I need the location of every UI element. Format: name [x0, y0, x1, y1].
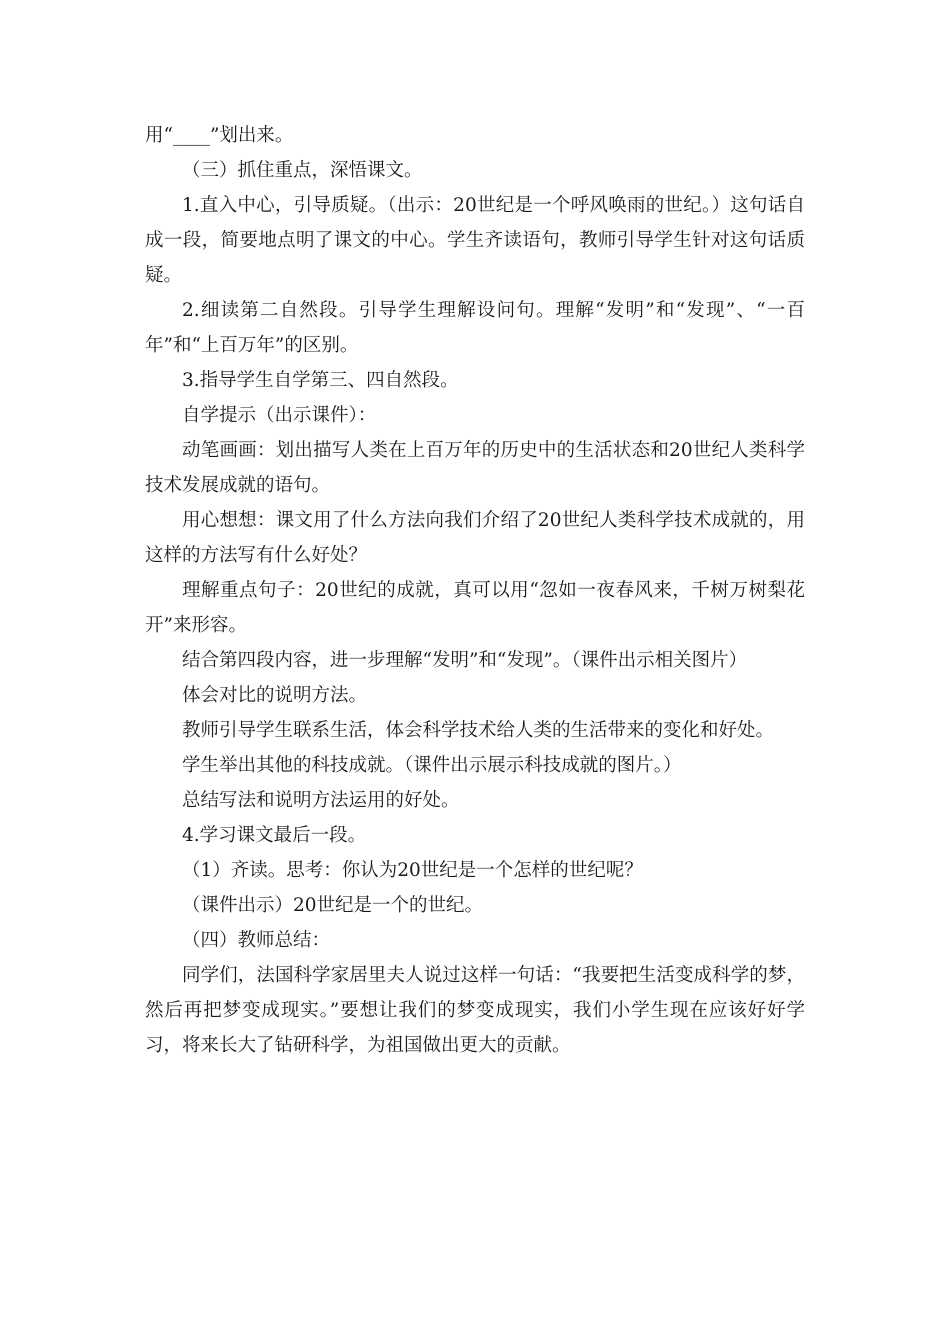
- paragraph: 动笔画画：划出描写人类在上百万年的历史中的生活状态和20世纪人类科学技术发展成就的语句。: [145, 440, 805, 496]
- paragraph: 结合第四段内容，进一步理解“发明”和“发现”。（课件出示相关图片）: [182, 650, 748, 671]
- paragraph: 3.指导学生自学第三、四自然段。: [182, 370, 459, 391]
- document-body: [145, 118, 805, 1063]
- paragraph: 同学们，法国科学家居里夫人说过这样一句话：“我要把生活变成科学的梦，然后再把梦变成现实。”要想让我们的梦变成现实，我们小学生现在应该好好学习，将来长大了钻研科学，为祖国做出更大的贡献。: [145, 965, 805, 1056]
- paragraph: 1.直入中心，引导质疑。（出示：20世纪是一个呼风唤雨的世纪。）这句话自成一段，简要地点明了课文的中心。学生齐读语句，教师引导学生针对这句话质疑。: [145, 195, 805, 286]
- paragraph: 学生举出其他的科技成就。（课件出示展示科技成就的图片。）: [182, 755, 682, 776]
- paragraph: 总结写法和说明方法运用的好处。: [182, 790, 460, 811]
- paragraph: 4.学习课文最后一段。: [182, 825, 367, 846]
- paragraph: 体会对比的说明方法。: [182, 685, 368, 706]
- paragraph: 用心想想：课文用了什么方法向我们介绍了20世纪人类科学技术成就的，用这样的方法写有什么好处？: [145, 510, 805, 566]
- paragraph: 自学提示（出示课件）：: [182, 405, 377, 426]
- paragraph: （1）齐读。思考：你认为20世纪是一个怎样的世纪呢？: [182, 860, 643, 881]
- paragraph: 理解重点句子：20世纪的成就，真可以用“忽如一夜春风来，千树万树梨花开”来形容。: [145, 580, 805, 636]
- paragraph: 教师引导学生联系生活，体会科学技术给人类的生活带来的变化和好处。: [182, 720, 775, 741]
- paragraph: 用“____”划出来。: [145, 125, 294, 146]
- section-heading: （三）抓住重点，深悟课文。: [182, 160, 423, 181]
- paragraph: 2.细读第二自然段。引导学生理解设问句。理解“发明”和“发现”、“一百年”和“上百万年”的区别。: [145, 300, 805, 356]
- section-heading: （四）教师总结：: [182, 930, 331, 951]
- paragraph: （课件出示）20世纪是一个的世纪。: [182, 895, 484, 916]
